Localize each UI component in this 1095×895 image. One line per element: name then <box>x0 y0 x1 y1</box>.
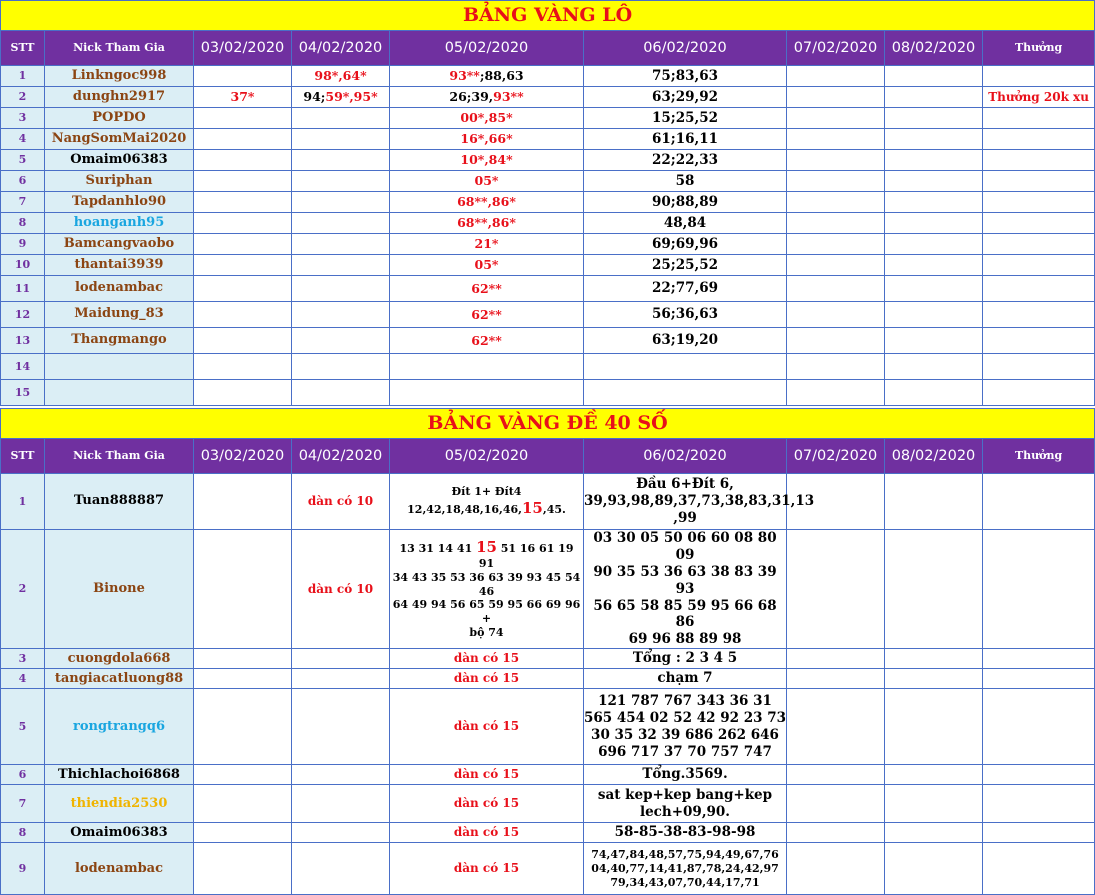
cell <box>292 255 390 276</box>
cell <box>885 108 983 129</box>
cell <box>983 843 1095 895</box>
cell <box>983 669 1095 689</box>
header-date: 05/02/2020 <box>390 31 584 66</box>
cell <box>885 765 983 785</box>
cell <box>194 66 292 87</box>
header-nick: Nick Tham Gia <box>45 439 194 474</box>
cell <box>983 302 1095 328</box>
cell <box>787 87 885 108</box>
cell <box>983 354 1095 380</box>
table-row <box>1 669 1095 689</box>
table-row <box>1 192 1095 213</box>
cell: dàn có 15 <box>390 785 584 823</box>
header-date: 08/02/2020 <box>885 439 983 474</box>
cell <box>983 171 1095 192</box>
cell <box>885 354 983 380</box>
row-stt: 11 <box>1 276 45 302</box>
cell-part: 59*,95* <box>325 89 378 105</box>
row-stt: 7 <box>1 192 45 213</box>
table-row <box>1 213 1095 234</box>
row-stt: 14 <box>1 354 45 380</box>
cell <box>194 843 292 895</box>
table-row <box>1 150 1095 171</box>
cell <box>885 649 983 669</box>
cell: dàn có 10 <box>292 530 390 649</box>
table-row <box>1 234 1095 255</box>
header-date: 04/02/2020 <box>292 31 390 66</box>
cell-line: sat kep+kep bang+kep <box>597 786 773 803</box>
row-nick: NangSomMai2020 <box>45 129 194 150</box>
cell: 21* <box>390 234 584 255</box>
cell <box>983 785 1095 823</box>
cell <box>787 150 885 171</box>
cell: 00*,85* <box>390 108 584 129</box>
row-nick: Omaim06383 <box>45 150 194 171</box>
reward-cell: Thưởng 20k xu <box>983 87 1095 108</box>
cell <box>787 171 885 192</box>
cell <box>194 765 292 785</box>
cell <box>584 785 787 823</box>
cell <box>885 328 983 354</box>
cell <box>292 276 390 302</box>
cell <box>292 234 390 255</box>
row-stt: 12 <box>1 302 45 328</box>
cell-line: ,99 <box>673 509 697 526</box>
cell <box>885 302 983 328</box>
cell-line: 696 717 37 70 757 747 <box>598 743 772 760</box>
header-date: 05/02/2020 <box>390 439 584 474</box>
cell: 90;88,89 <box>584 192 787 213</box>
cell: dàn có 10 <box>292 474 390 530</box>
table-row <box>1 171 1095 192</box>
row-nick: thantai3939 <box>45 255 194 276</box>
cell: 63;19,20 <box>584 328 787 354</box>
cell <box>885 785 983 823</box>
cell: 56;36,63 <box>584 302 787 328</box>
header-reward: Thưởng <box>983 31 1095 66</box>
cell <box>584 354 787 380</box>
cell-part: 93** <box>449 68 480 84</box>
cell <box>292 87 390 108</box>
cell: 10*,84* <box>390 150 584 171</box>
header-date: 03/02/2020 <box>194 439 292 474</box>
row-stt: 13 <box>1 328 45 354</box>
row-nick: lodenambac <box>45 843 194 895</box>
cell <box>194 276 292 302</box>
row-nick: Binone <box>45 530 194 649</box>
cell <box>885 150 983 171</box>
cell <box>292 689 390 765</box>
table-row <box>1 108 1095 129</box>
row-stt: 8 <box>1 213 45 234</box>
cell <box>292 823 390 843</box>
cell: chạm 7 <box>584 669 787 689</box>
cell-part: 15 <box>521 499 543 517</box>
cell: 98*,64* <box>292 66 390 87</box>
row-nick: thiendia2530 <box>45 785 194 823</box>
row-stt: 2 <box>1 87 45 108</box>
cell-part: ,45. <box>542 503 566 516</box>
row-stt: 9 <box>1 843 45 895</box>
cell <box>983 649 1095 669</box>
cell <box>194 474 292 530</box>
row-stt: 6 <box>1 765 45 785</box>
header-date: 06/02/2020 <box>584 439 787 474</box>
cell-part: 93** <box>493 89 524 105</box>
cell: 58-85-38-83-98-98 <box>584 823 787 843</box>
cell <box>194 530 292 649</box>
cell <box>194 328 292 354</box>
cell <box>787 129 885 150</box>
cell: 69;69,96 <box>584 234 787 255</box>
cell: 68**,86* <box>390 213 584 234</box>
row-nick: lodenambac <box>45 276 194 302</box>
cell-line: 69 96 88 89 98 <box>628 631 742 648</box>
cell: 15;25,52 <box>584 108 787 129</box>
row-nick: Maidung_83 <box>45 302 194 328</box>
cell <box>787 108 885 129</box>
cell <box>390 354 584 380</box>
cell <box>983 192 1095 213</box>
cell: 05* <box>390 255 584 276</box>
cell <box>194 213 292 234</box>
cell <box>983 108 1095 129</box>
cell <box>787 354 885 380</box>
row-stt: 4 <box>1 669 45 689</box>
cell <box>584 689 787 765</box>
cell <box>292 108 390 129</box>
row-stt: 10 <box>1 255 45 276</box>
cell-part: 13 31 14 41 <box>399 542 477 556</box>
cell-line: Đầu 6+Đít 6, <box>636 476 734 493</box>
cell <box>787 649 885 669</box>
cell: 62** <box>390 328 584 354</box>
cell <box>885 171 983 192</box>
cell <box>983 66 1095 87</box>
row-stt: 8 <box>1 823 45 843</box>
cell <box>194 171 292 192</box>
lo-header-row <box>1 31 1095 66</box>
cell <box>292 150 390 171</box>
cell-line: lech+09,90. <box>639 803 731 820</box>
cell: 25;25,52 <box>584 255 787 276</box>
cell <box>787 328 885 354</box>
cell-line <box>390 538 583 571</box>
cell: 62** <box>390 302 584 328</box>
row-stt: 3 <box>1 649 45 669</box>
cell <box>983 234 1095 255</box>
cell <box>194 823 292 843</box>
header-date: 07/02/2020 <box>787 31 885 66</box>
cell <box>194 108 292 129</box>
cell-line: 39,93,98,89,37,73,38,83,31,13 <box>584 493 815 510</box>
cell <box>292 302 390 328</box>
cell <box>390 87 584 108</box>
cell <box>983 328 1095 354</box>
cell <box>787 530 885 649</box>
row-nick: rongtrangq6 <box>45 689 194 765</box>
cell <box>787 234 885 255</box>
table-row <box>1 255 1095 276</box>
row-stt: 1 <box>1 66 45 87</box>
cell: 05* <box>390 171 584 192</box>
cell-line: 03 30 05 50 06 60 08 80 09 <box>593 530 777 563</box>
cell <box>194 129 292 150</box>
cell-line: 90 35 53 36 63 38 83 39 93 <box>593 563 777 597</box>
cell <box>292 380 390 406</box>
cell <box>983 689 1095 765</box>
cell <box>983 530 1095 649</box>
cell <box>292 129 390 150</box>
cell-part: 51 16 61 19 91 <box>478 542 574 571</box>
cell <box>983 380 1095 406</box>
table-row <box>1 530 1095 649</box>
row-nick: dunghn2917 <box>45 87 194 108</box>
header-stt: STT <box>1 31 45 66</box>
cell <box>787 66 885 87</box>
header-date: 07/02/2020 <box>787 439 885 474</box>
cell <box>983 765 1095 785</box>
cell <box>292 192 390 213</box>
bang-vang-de-table <box>0 408 1095 895</box>
header-date: 08/02/2020 <box>885 31 983 66</box>
header-date: 06/02/2020 <box>584 31 787 66</box>
cell-line: bộ 74 <box>469 625 504 639</box>
cell <box>885 87 983 108</box>
cell <box>787 213 885 234</box>
cell: dàn có 15 <box>390 765 584 785</box>
cell-line: 34 43 35 53 36 63 39 93 45 54 46 <box>392 570 581 598</box>
cell: dàn có 15 <box>390 669 584 689</box>
cell <box>584 843 787 895</box>
cell <box>885 234 983 255</box>
cell: 61;16,11 <box>584 129 787 150</box>
table-row <box>1 66 1095 87</box>
cell-line <box>390 499 583 518</box>
cell <box>983 150 1095 171</box>
cell-part: 12,42,18,48,16,46, <box>407 503 522 516</box>
table-row <box>1 785 1095 823</box>
row-nick: Thichlachoi6868 <box>45 765 194 785</box>
table-row <box>1 380 1095 406</box>
row-nick: POPDO <box>45 108 194 129</box>
cell <box>292 328 390 354</box>
cell: 16*,66* <box>390 129 584 150</box>
cell <box>194 649 292 669</box>
cell <box>885 192 983 213</box>
cell <box>292 649 390 669</box>
cell <box>885 129 983 150</box>
cell <box>885 66 983 87</box>
cell: 58 <box>584 171 787 192</box>
cell-part: ;88,63 <box>479 68 524 84</box>
cell <box>194 150 292 171</box>
row-stt: 5 <box>1 689 45 765</box>
cell <box>885 255 983 276</box>
cell <box>885 669 983 689</box>
cell <box>292 785 390 823</box>
cell <box>885 689 983 765</box>
cell-line: 30 35 32 39 686 262 646 <box>591 726 779 743</box>
row-stt: 6 <box>1 171 45 192</box>
cell: 68**,86* <box>390 192 584 213</box>
cell <box>983 474 1095 530</box>
cell <box>787 765 885 785</box>
table-row <box>1 354 1095 380</box>
cell <box>292 843 390 895</box>
cell: Tổng.3569. <box>584 765 787 785</box>
row-stt: 7 <box>1 785 45 823</box>
cell <box>390 66 584 87</box>
cell: dàn có 15 <box>390 649 584 669</box>
cell: 63;29,92 <box>584 87 787 108</box>
cell <box>885 843 983 895</box>
cell-line: 565 454 02 52 42 92 23 73 <box>584 709 786 726</box>
row-stt: 5 <box>1 150 45 171</box>
cell: dàn có 15 <box>390 843 584 895</box>
cell <box>584 530 787 649</box>
cell-line: 56 65 58 85 59 95 66 68 86 <box>593 597 777 631</box>
cell <box>885 213 983 234</box>
row-stt: 9 <box>1 234 45 255</box>
header-date: 03/02/2020 <box>194 31 292 66</box>
table-row <box>1 276 1095 302</box>
cell <box>584 380 787 406</box>
row-nick: hoanganh95 <box>45 213 194 234</box>
cell-line: 79,34,43,07,70,44,17,71 <box>610 875 760 889</box>
cell: 22;22,33 <box>584 150 787 171</box>
row-nick: Bamcangvaobo <box>45 234 194 255</box>
cell <box>292 354 390 380</box>
row-stt: 3 <box>1 108 45 129</box>
cell <box>292 669 390 689</box>
table-row <box>1 302 1095 328</box>
row-nick: Linkngoc998 <box>45 66 194 87</box>
cell <box>885 276 983 302</box>
cell <box>194 255 292 276</box>
row-nick: cuongdola668 <box>45 649 194 669</box>
header-date: 04/02/2020 <box>292 439 390 474</box>
table-row <box>1 765 1095 785</box>
row-stt: 1 <box>1 474 45 530</box>
cell <box>885 823 983 843</box>
cell-line: 64 49 94 56 65 59 95 66 69 96 + <box>392 598 581 626</box>
cell <box>983 276 1095 302</box>
row-nick: Suriphan <box>45 171 194 192</box>
cell <box>787 276 885 302</box>
table-row <box>1 328 1095 354</box>
de-header-row <box>1 439 1095 474</box>
table-row <box>1 474 1095 530</box>
row-nick: Tapdanhlo90 <box>45 192 194 213</box>
row-nick <box>45 354 194 380</box>
cell <box>194 302 292 328</box>
cell <box>983 823 1095 843</box>
cell <box>787 380 885 406</box>
cell <box>983 213 1095 234</box>
cell <box>390 530 584 649</box>
lo-title: BẢNG VÀNG LÔ <box>1 1 1095 31</box>
table-row <box>1 843 1095 895</box>
cell-part: 15 <box>476 538 497 557</box>
cell: dàn có 15 <box>390 823 584 843</box>
cell <box>787 669 885 689</box>
cell <box>885 530 983 649</box>
row-nick <box>45 380 194 406</box>
cell-line: 121 787 767 343 36 31 <box>598 692 772 709</box>
cell-line: Đít 1+ Đít4 <box>451 485 522 499</box>
row-stt: 2 <box>1 530 45 649</box>
cell <box>787 785 885 823</box>
cell-part: 26;39, <box>449 89 494 105</box>
cell: dàn có 15 <box>390 689 584 765</box>
cell <box>292 765 390 785</box>
header-nick: Nick Tham Gia <box>45 31 194 66</box>
header-reward: Thưởng <box>983 439 1095 474</box>
cell <box>584 474 815 530</box>
row-stt: 15 <box>1 380 45 406</box>
cell <box>292 213 390 234</box>
table-row <box>1 823 1095 843</box>
cell <box>292 171 390 192</box>
cell <box>787 255 885 276</box>
table-row <box>1 87 1095 108</box>
cell-part: 94; <box>303 89 326 105</box>
cell <box>194 234 292 255</box>
header-stt: STT <box>1 439 45 474</box>
cell: 22;77,69 <box>584 276 787 302</box>
cell <box>787 823 885 843</box>
cell: 48,84 <box>584 213 787 234</box>
cell <box>983 129 1095 150</box>
cell <box>390 380 584 406</box>
cell-line: 04,40,77,14,41,87,78,24,42,97 <box>591 861 779 875</box>
row-nick: Thangmango <box>45 328 194 354</box>
cell <box>983 255 1095 276</box>
cell: Tổng : 2 3 4 5 <box>584 649 787 669</box>
cell <box>885 380 983 406</box>
row-nick: tangiacatluong88 <box>45 669 194 689</box>
cell-line: 74,47,84,48,57,75,94,49,67,76 <box>591 848 779 861</box>
cell <box>787 843 885 895</box>
cell: 62** <box>390 276 584 302</box>
cell: 37* <box>194 87 292 108</box>
cell <box>194 669 292 689</box>
cell <box>787 302 885 328</box>
cell: 75;83,63 <box>584 66 787 87</box>
cell <box>194 785 292 823</box>
cell <box>194 192 292 213</box>
cell <box>194 354 292 380</box>
cell <box>787 689 885 765</box>
cell <box>787 192 885 213</box>
table-row <box>1 689 1095 765</box>
de-title: BẢNG VÀNG ĐỀ 40 SỐ <box>1 409 1095 439</box>
table-row <box>1 649 1095 669</box>
cell <box>390 474 584 530</box>
bang-vang-lo-table <box>0 0 1095 406</box>
cell <box>194 380 292 406</box>
cell <box>194 689 292 765</box>
table-row <box>1 129 1095 150</box>
row-nick: Omaim06383 <box>45 823 194 843</box>
cell <box>885 474 983 530</box>
row-stt: 4 <box>1 129 45 150</box>
row-nick: Tuan888887 <box>45 474 194 530</box>
